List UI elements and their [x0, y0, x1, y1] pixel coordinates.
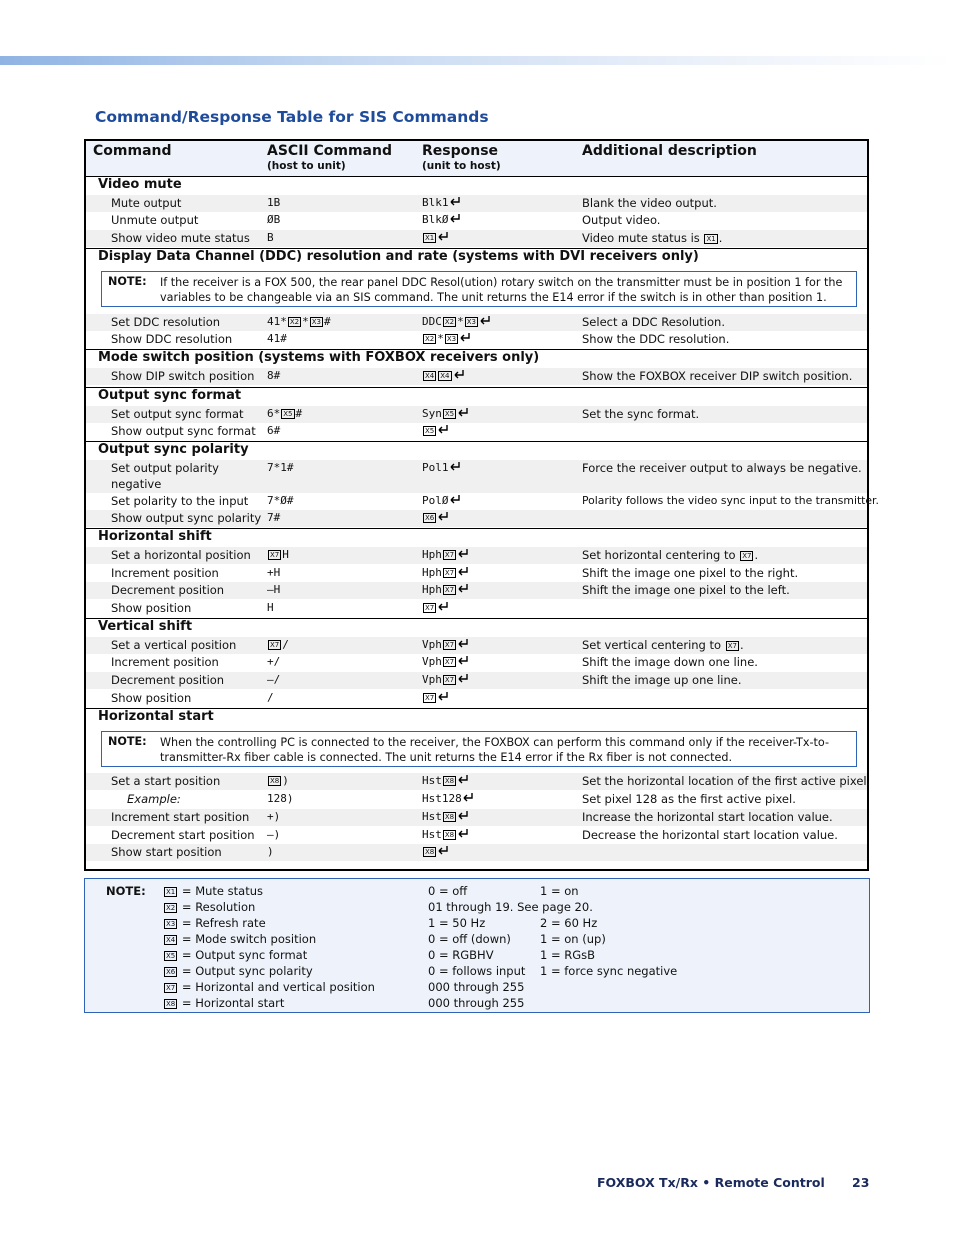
description-cell: Polarity follows the video sync input to the transmitter.	[582, 494, 879, 507]
table-row	[86, 791, 867, 808]
return-arrow-icon	[437, 691, 449, 701]
response-cell	[422, 424, 449, 437]
variable-x6-icon: X6	[425, 514, 435, 522]
table-row	[86, 406, 867, 423]
response-cell	[422, 691, 449, 704]
command-cell: Decrement start position	[111, 828, 255, 842]
command-cell: Increment position	[111, 655, 219, 669]
variable-value-a: 0 = RGBHV	[428, 948, 494, 962]
description-cell: Shift the image one pixel to the left.	[582, 583, 790, 597]
ascii-cell: 128)	[267, 792, 294, 805]
response-cell	[422, 407, 469, 420]
variable-x8-icon: X8	[444, 813, 455, 821]
variable-x7-icon: X7	[444, 586, 455, 594]
note-text: If the receiver is a FOX 500, the rear panel DDC Resol(ution) rotary switch on the transmitter must be in position 1 for the variables to be changeable via an SIS command. The unit returns the E14 error if the switch is in other than position 1.	[160, 276, 843, 304]
return-arrow-icon	[437, 511, 449, 521]
return-arrow-icon	[457, 673, 469, 683]
description-cell: Shift the image one pixel to the right.	[582, 566, 799, 580]
description-text: Video mute status is	[582, 231, 700, 245]
variable-row	[85, 932, 865, 948]
ascii-cell	[267, 638, 289, 651]
note-box	[101, 731, 857, 767]
command-cell: Decrement position	[111, 673, 225, 687]
response-text: DDC	[422, 315, 442, 328]
variable-name	[163, 996, 284, 1010]
ascii-cell	[267, 548, 289, 561]
variable-x1-icon: X1	[166, 888, 176, 896]
variable-x7-icon: X7	[425, 694, 435, 702]
description-cell: Shift the image up one line.	[582, 673, 742, 687]
variable-x2-icon: X2	[166, 904, 176, 912]
description-cell: Set horizontal centering to X7 .	[582, 548, 759, 562]
return-arrow-icon	[449, 461, 461, 471]
description-cell: Output video.	[582, 213, 661, 227]
table-row	[86, 565, 867, 582]
example-label: Example:	[127, 792, 181, 806]
group-title: Horizontal start	[98, 709, 214, 724]
variable-name	[163, 948, 307, 962]
table-row	[86, 582, 867, 599]
description-cell: Set the horizontal location of the first active pixel.	[582, 774, 871, 788]
variable-x1-icon: X1	[425, 234, 435, 242]
ascii-text: /	[282, 638, 289, 651]
variable-name-text: = Output sync format	[181, 948, 308, 962]
return-arrow-icon	[457, 566, 469, 576]
variable-x6-icon: X6	[166, 968, 176, 976]
variable-name-text: = Horizontal and vertical position	[181, 980, 375, 994]
command-cell: Show video mute status	[111, 231, 250, 245]
command-cell: Increment position	[111, 566, 219, 580]
variable-x7-icon: X7	[425, 604, 435, 612]
response-cell	[422, 601, 449, 614]
response-cell: DDC X2 * X3	[422, 315, 491, 328]
command-cell: Show output sync format	[111, 424, 256, 438]
variable-x5-icon: X5	[444, 410, 455, 418]
variable-value-a: 0 = follows input	[428, 964, 526, 978]
ascii-cell: +/	[267, 655, 281, 668]
description-cell: Set vertical centering to X7 .	[582, 638, 744, 652]
response-cell	[422, 673, 469, 686]
variable-value-b: 1 = force sync negative	[540, 964, 678, 978]
ascii-text: H	[282, 548, 289, 561]
table-row	[86, 510, 867, 527]
table-row	[86, 809, 867, 826]
ascii-text: 41*	[267, 315, 287, 328]
group-title: Horizontal shift	[98, 529, 212, 544]
ascii-cell: 7*Ø#	[267, 494, 294, 507]
header-response-sub: (unit to host)	[422, 160, 501, 172]
variable-x7-icon: X7	[444, 641, 455, 649]
command-cell: Show DDC resolution	[111, 332, 233, 346]
variable-value-a: 0 = off	[428, 884, 468, 898]
header-ascii: ASCII Command	[267, 143, 392, 159]
variable-row	[85, 964, 865, 980]
variable-x8-icon: X8	[425, 848, 435, 856]
note-label: NOTE:	[106, 884, 146, 898]
note-box	[101, 271, 857, 307]
table-row	[86, 314, 867, 331]
variable-x2-icon: X2	[444, 318, 455, 326]
ascii-text: )	[282, 774, 289, 787]
variable-row	[85, 916, 865, 932]
response-text: Hst	[422, 774, 442, 787]
response-text: BlkØ	[422, 213, 449, 226]
variable-row	[85, 900, 865, 916]
response-cell	[422, 845, 449, 858]
variable-x7-icon: X7	[444, 658, 455, 666]
variable-name-text: = Horizontal start	[181, 996, 285, 1010]
command-cell: Set output polarity	[111, 461, 219, 475]
return-arrow-icon	[457, 655, 469, 665]
ascii-cell: B	[267, 231, 274, 244]
return-arrow-icon	[479, 315, 491, 325]
command-cell: Increment start position	[111, 810, 250, 824]
response-cell	[422, 369, 465, 382]
variable-value-a: 000 through 255	[428, 980, 525, 994]
group-title: Output sync format	[98, 388, 242, 403]
variable-name	[163, 980, 375, 994]
return-arrow-icon	[457, 583, 469, 593]
variable-row	[85, 948, 865, 964]
ascii-text: 6*	[267, 407, 281, 420]
table-row	[86, 230, 867, 247]
ascii-cell: –)	[267, 828, 281, 841]
group-divider	[86, 618, 867, 619]
variable-name-text: = Mode switch position	[181, 932, 317, 946]
variable-x7-icon: X7	[742, 552, 752, 560]
ascii-cell: 7#	[267, 511, 281, 524]
group-title: Output sync polarity	[98, 442, 249, 457]
group-title: Video mute	[98, 177, 182, 192]
return-arrow-icon	[453, 369, 465, 379]
variable-x7-icon: X7	[166, 984, 176, 992]
description-cell: Set pixel 128 as the first active pixel.	[582, 792, 796, 806]
description-cell: Show the FOXBOX receiver DIP switch position.	[582, 369, 853, 383]
variable-value-b: 1 = on (up)	[540, 932, 606, 946]
section-title: Command/Response Table for SIS Commands	[95, 108, 489, 126]
command-cell-line2: negative	[111, 477, 162, 491]
response-text: Vph	[422, 655, 442, 668]
command-cell: Show position	[111, 691, 192, 705]
ascii-cell: –H	[267, 583, 281, 596]
description-cell: Set the sync format.	[582, 407, 700, 421]
variable-name	[163, 900, 255, 914]
response-cell	[422, 494, 461, 507]
response-cell	[422, 461, 461, 474]
response-cell	[422, 828, 469, 841]
response-cell	[422, 655, 469, 668]
variable-x3-icon: X3	[466, 318, 476, 326]
command-cell: Show output sync polarity	[111, 511, 262, 525]
return-arrow-icon	[457, 548, 469, 558]
command-cell: Decrement position	[111, 583, 225, 597]
response-cell	[422, 792, 474, 805]
variable-x3-icon: X3	[311, 318, 321, 326]
description-cell: Increase the horizontal start location value.	[582, 810, 833, 824]
return-arrow-icon	[457, 638, 469, 648]
table-row	[86, 331, 867, 348]
ascii-cell: 6#	[267, 424, 281, 437]
variable-value-b: 1 = on	[540, 884, 579, 898]
response-text: Vph	[422, 673, 442, 686]
variable-x4-icon: X4	[440, 372, 450, 380]
variable-x4-icon: X4	[425, 372, 435, 380]
variable-x7-icon: X7	[444, 551, 455, 559]
variables-note-box	[84, 878, 870, 1013]
return-arrow-icon	[457, 774, 469, 784]
variable-x7-icon: X7	[444, 676, 455, 684]
ascii-cell: +)	[267, 810, 281, 823]
table-row	[86, 827, 867, 844]
table-row	[86, 460, 867, 493]
command-cell: Mute output	[111, 196, 182, 210]
variable-x8-icon: X8	[270, 777, 280, 785]
return-arrow-icon	[457, 810, 469, 820]
response-cell	[422, 231, 449, 244]
table-row	[86, 547, 867, 564]
description-cell: Video mute status is X1 .	[582, 231, 723, 245]
description-cell: Force the receiver output to always be negative.	[582, 461, 862, 475]
group-title: Vertical shift	[98, 619, 193, 634]
response-cell	[422, 638, 469, 651]
command-cell: Show position	[111, 601, 192, 615]
command-cell: Set output sync format	[111, 407, 244, 421]
ascii-cell: –/	[267, 673, 281, 686]
variable-x5-icon: X5	[283, 410, 293, 418]
variable-name	[163, 932, 316, 946]
note-label: NOTE:	[108, 275, 147, 288]
table-row	[86, 600, 867, 617]
table-header	[86, 141, 867, 177]
header-description: Additional description	[582, 143, 757, 159]
header-command: Command	[93, 143, 172, 159]
response-cell	[422, 548, 469, 561]
response-text: *	[437, 332, 444, 345]
table-row	[86, 493, 879, 510]
variable-x4-icon: X4	[166, 936, 176, 944]
response-cell	[422, 566, 469, 579]
variable-value-a: 000 through 255	[428, 996, 525, 1010]
command-cell: Show DIP switch position	[111, 369, 255, 383]
table-row	[86, 690, 867, 707]
ascii-cell	[267, 774, 289, 787]
variable-row	[85, 884, 865, 900]
response-text: Hph	[422, 566, 442, 579]
note-label: NOTE:	[108, 735, 147, 748]
return-arrow-icon	[457, 407, 469, 417]
variable-name-text: = Output sync polarity	[181, 964, 313, 978]
response-cell	[422, 332, 471, 345]
return-arrow-icon	[449, 213, 461, 223]
response-text: Hst128	[422, 792, 462, 805]
variable-x3-icon: X3	[166, 920, 176, 928]
return-arrow-icon	[462, 792, 474, 802]
description-cell: Show the DDC resolution.	[582, 332, 730, 346]
variable-row	[85, 996, 865, 1012]
table-row	[86, 672, 867, 689]
command-cell: Set DDC resolution	[111, 315, 221, 329]
return-arrow-icon	[437, 231, 449, 241]
variable-value-b: 1 = RGsB	[540, 948, 596, 962]
variable-x7-icon: X7	[270, 641, 280, 649]
response-cell	[422, 511, 449, 524]
response-text: Hst	[422, 828, 442, 841]
response-text: Syn	[422, 407, 442, 420]
variable-value-a: 1 = 50 Hz	[428, 916, 486, 930]
response-text: Hph	[422, 548, 442, 561]
variable-x3-icon: X3	[446, 335, 457, 343]
ascii-cell: 41* X2 * X3 #	[267, 315, 331, 328]
command-cell: Show start position	[111, 845, 222, 859]
ascii-cell: 7*1#	[267, 461, 294, 474]
page-number: 23	[852, 1175, 870, 1190]
description-cell: Shift the image down one line.	[582, 655, 758, 669]
response-cell	[422, 810, 469, 823]
variable-x2-icon: X2	[425, 335, 435, 343]
top-gradient-bar	[0, 56, 954, 65]
sis-command-table	[84, 139, 879, 871]
variable-row	[85, 980, 865, 996]
description-cell: Select a DDC Resolution.	[582, 315, 725, 329]
command-cell: Unmute output	[111, 213, 199, 227]
return-arrow-icon	[449, 494, 461, 504]
variable-x7-icon: X7	[727, 642, 737, 650]
table-row	[86, 368, 867, 385]
response-cell	[422, 196, 461, 209]
return-arrow-icon	[457, 828, 469, 838]
ascii-cell: 6* X5 #	[267, 407, 303, 420]
group-title: Display Data Channel (DDC) resolution and rate (systems with DVI receivers only)	[98, 249, 699, 264]
variable-x8-icon: X8	[166, 1000, 176, 1008]
header-ascii-sub: (host to unit)	[267, 160, 346, 172]
variable-name	[163, 964, 313, 978]
table-row	[86, 195, 867, 212]
command-cell: Set polarity to the input	[111, 494, 249, 508]
command-cell: Set a horizontal position	[111, 548, 251, 562]
group-title: Mode switch position (systems with FOXBOX receivers only)	[98, 350, 540, 365]
footer-title: FOXBOX Tx/Rx • Remote Control	[597, 1175, 825, 1190]
header-response: Response	[422, 143, 499, 159]
variable-x2-icon: X2	[289, 318, 300, 326]
return-arrow-icon	[437, 601, 449, 611]
variable-x1-icon: X1	[706, 235, 716, 243]
variable-x5-icon: X5	[425, 427, 435, 435]
ascii-cell: )	[267, 845, 274, 858]
ascii-cell: 8#	[267, 369, 281, 382]
description-text: Set vertical centering to	[582, 638, 722, 652]
description-text: Set horizontal centering to	[582, 548, 736, 562]
ascii-cell: +H	[267, 566, 281, 579]
response-cell	[422, 213, 461, 226]
variable-x7-icon: X7	[444, 569, 455, 577]
ascii-cell: H	[267, 601, 274, 614]
table-row	[86, 212, 867, 229]
command-cell: Set a start position	[111, 774, 221, 788]
response-text: PolØ	[422, 494, 449, 507]
response-text: Hst	[422, 810, 442, 823]
variable-name	[163, 916, 266, 930]
response-text: Vph	[422, 638, 442, 651]
return-arrow-icon	[437, 424, 449, 434]
table-row	[86, 844, 867, 861]
response-cell	[422, 774, 469, 787]
ascii-cell: ØB	[267, 213, 281, 226]
response-text: Hph	[422, 583, 442, 596]
variable-x5-icon: X5	[166, 952, 176, 960]
variable-name	[163, 884, 263, 898]
table-row	[86, 773, 871, 790]
response-text: Pol1	[422, 461, 449, 474]
variable-x8-icon: X8	[444, 777, 455, 785]
return-arrow-icon	[459, 332, 471, 342]
variable-value-b: 2 = 60 Hz	[540, 916, 598, 930]
table-row	[86, 423, 867, 440]
variable-x7-icon: X7	[270, 551, 280, 559]
ascii-cell: /	[267, 691, 274, 704]
description-cell: Decrease the horizontal start location value.	[582, 828, 838, 842]
variable-name-text: = Refresh rate	[181, 916, 266, 930]
ascii-cell: 1B	[267, 196, 281, 209]
ascii-cell: 41#	[267, 332, 287, 345]
table-row	[86, 637, 867, 654]
return-arrow-icon	[449, 196, 461, 206]
variable-value-a: 01 through 19. See page 20.	[428, 900, 593, 914]
return-arrow-icon	[437, 845, 449, 855]
note-text: When the controlling PC is connected to the receiver, the FOXBOX can perform this command only if the receiver-Tx-to-transmitter-Rx fiber cable is connected. The unit returns the E14 error if the Rx fiber is not connected.	[160, 736, 830, 764]
response-text: Blk1	[422, 196, 449, 209]
response-cell	[422, 583, 469, 596]
description-cell: Blank the video output.	[582, 196, 717, 210]
variable-x8-icon: X8	[444, 831, 455, 839]
variable-name-text: = Mute status	[181, 884, 263, 898]
variable-value-a: 0 = off (down)	[428, 932, 511, 946]
table-row	[86, 654, 867, 671]
command-cell: Set a vertical position	[111, 638, 237, 652]
variable-name-text: = Resolution	[181, 900, 256, 914]
